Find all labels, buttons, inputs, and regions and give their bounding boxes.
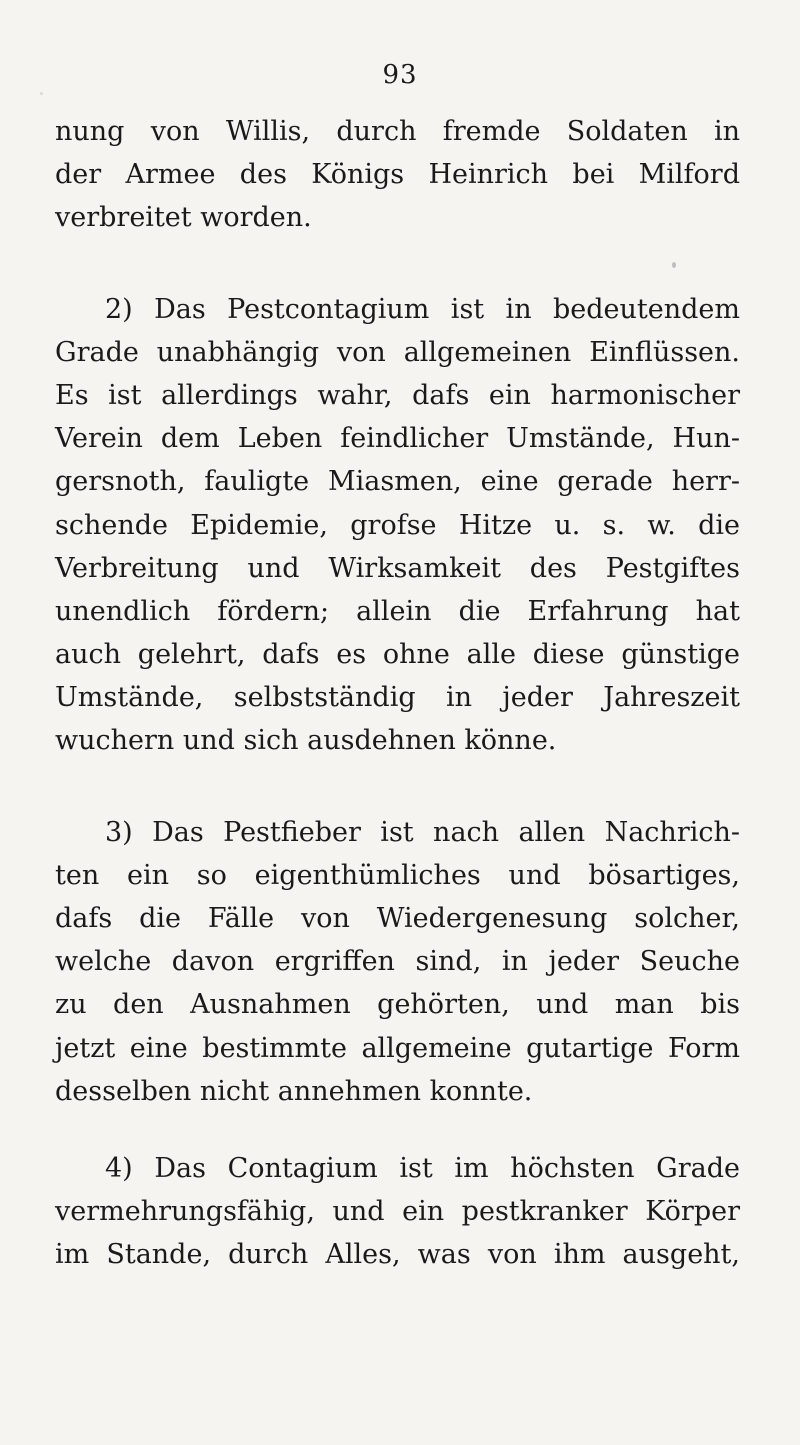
- text-line: im Stande, durch Alles, was von ihm ausgeht,: [55, 1239, 740, 1271]
- text-line: Verbreitung und Wirksamkeit des Pestgiftes: [55, 552, 740, 584]
- text-line: zu den Ausnahmen gehörten, und man bis: [55, 989, 740, 1021]
- paragraph-2: [55, 288, 740, 763]
- page-number: 93: [382, 60, 418, 90]
- text-line: Grade unabhängig von allgemeinen Einflüssen.: [55, 336, 740, 368]
- text-line: Es ist allerdings wahr, dafs ein harmonischer: [55, 379, 740, 411]
- text-line: gersnoth, fauligte Miasmen, eine gerade herr-: [55, 466, 740, 498]
- text-line: 4) Das Contagium ist im höchsten Grade: [105, 1152, 740, 1184]
- paragraph-3: [55, 811, 740, 1113]
- text-line: wuchern und sich ausdehnen könne.: [55, 725, 557, 757]
- text-line: nung von Willis, durch fremde Soldaten in: [55, 116, 740, 147]
- text-line: vermehrungsfähig, und ein pestkranker Körper: [55, 1196, 740, 1228]
- paragraph-4: [55, 1147, 740, 1277]
- text-line: 3) Das Pestfieber ist nach allen Nachrich-: [105, 816, 740, 848]
- print-speck: [40, 92, 43, 95]
- body-text: [55, 110, 740, 1277]
- text-line: auch gelehrt, dafs es ohne alle diese günstige: [55, 639, 740, 671]
- text-line: jetzt eine bestimmte allgemeine gutartige Form: [55, 1032, 740, 1064]
- paragraph-1: [55, 110, 740, 240]
- text-line: Verein dem Leben feindlicher Umstände, Hun-: [55, 423, 740, 455]
- text-line: schende Epidemie, grofse Hitze u. s. w. die: [55, 509, 740, 541]
- text-line: welche davon ergriffen sind, in jeder Seuche: [55, 946, 740, 978]
- text-line: der Armee des Königs Heinrich bei Milford: [55, 159, 740, 191]
- text-line: unendlich fördern; allein die Erfahrung hat: [55, 595, 740, 627]
- text-line: desselben nicht annehmen konnte.: [55, 1075, 533, 1107]
- text-line: verbreitet worden.: [55, 202, 312, 234]
- text-line: dafs die Fälle von Wiedergenesung solcher,: [55, 903, 740, 934]
- print-speck: [672, 262, 676, 268]
- text-line: ten ein so eigenthümliches und bösartiges,: [55, 859, 740, 891]
- text-line: 2) Das Pestcontagium ist in bedeutendem: [105, 293, 740, 325]
- text-line: Umstände, selbstständig in jeder Jahreszeit: [55, 682, 740, 714]
